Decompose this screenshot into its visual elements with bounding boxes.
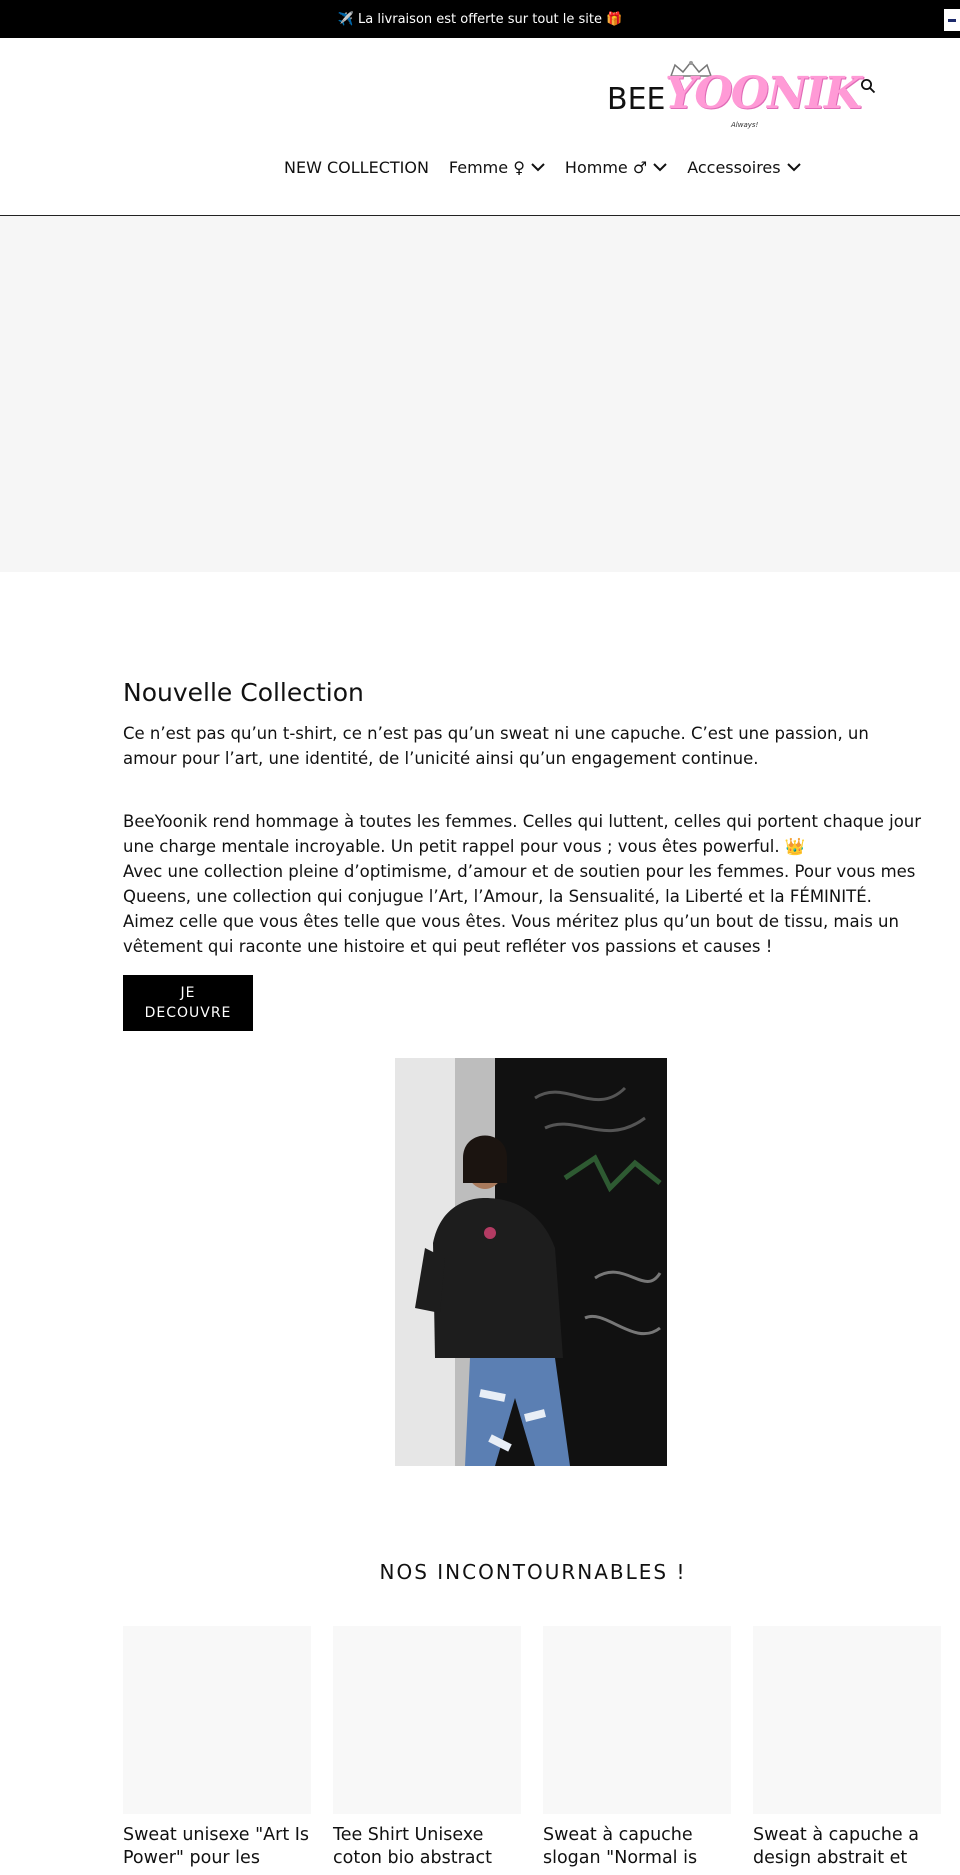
- nav-label: Femme ♀: [448, 157, 525, 177]
- collection-title: Nouvelle Collection: [123, 678, 364, 707]
- product-card[interactable]: [123, 1626, 311, 1870]
- announcement-bar: [0, 0, 960, 38]
- product-image[interactable]: [753, 1626, 941, 1814]
- language-selector[interactable]: [944, 9, 960, 31]
- product-image[interactable]: [333, 1626, 521, 1814]
- nav-femme[interactable]: [449, 158, 545, 177]
- product-title[interactable]: Tee Shirt Unisexe coton bio abstract: [333, 1825, 493, 1868]
- logo-prefix: BEE: [607, 82, 666, 117]
- product-card[interactable]: [753, 1626, 941, 1870]
- announcement-text: ✈️ La livraison est offerte sur tout le site 🎁: [337, 11, 623, 27]
- site-logo[interactable]: [607, 60, 861, 134]
- chevron-down-icon: [653, 162, 667, 172]
- main-nav: [284, 153, 801, 181]
- collection-paragraph: Avec une collection pleine d’optimisme, d’amour et de soutien pour les femmes. Pour vous mes Queens, une collection qui conjugue l’Art, l’Amour, la Sensualité, la Liberté et la FÉMINITÉ.: [123, 862, 916, 906]
- collection-paragraph: BeeYoonik rend hommage à toutes les femmes. Celles qui luttent, celles qui portent chaque jour une charge mentale incroyable. Un petit rappel pour vous ; vous êtes powerful. 👑: [123, 812, 922, 856]
- nav-new-collection[interactable]: [284, 158, 429, 177]
- collection-paragraph: Ce n’est pas qu’un t-shirt, ce n’est pas qu’un sweat ni une capuche. C’est une passion, un amour pour l’art, une identité, de l’unicité ainsi qu’un engagement continue.: [123, 724, 869, 768]
- product-title[interactable]: Sweat à capuche slogan "Normal is: [543, 1825, 698, 1868]
- nav-label: Accessoires: [687, 157, 781, 177]
- product-title[interactable]: Sweat à capuche a design abstrait et: [753, 1825, 919, 1868]
- featured-heading: NOS INCONTOURNABLES !: [379, 1560, 687, 1584]
- chevron-down-icon: [787, 162, 801, 172]
- discover-button[interactable]: JE DECOUVRE: [123, 975, 253, 1031]
- product-card[interactable]: [543, 1626, 731, 1870]
- hero-banner: [0, 216, 960, 572]
- nav-accessoires[interactable]: [687, 158, 800, 177]
- collection-paragraph: Aimez celle que vous êtes telle que vous êtes. Vous méritez plus qu’un bout de tissu, mais un vêtement qui raconte une histoire et qui peut refléter vos passions et causes !: [123, 912, 899, 956]
- logo-tagline: Always!: [731, 121, 759, 129]
- product-title[interactable]: Sweat unisexe "Art Is Power" pour les: [123, 1825, 310, 1868]
- nav-label: NEW COLLECTION: [284, 157, 429, 177]
- logo-main: YOONIK: [665, 68, 861, 119]
- search-button[interactable]: [860, 78, 882, 100]
- collection-photo: [395, 1058, 667, 1466]
- product-image[interactable]: [123, 1626, 311, 1814]
- nav-label: Homme ♂: [564, 157, 648, 177]
- product-card[interactable]: [333, 1626, 521, 1870]
- product-image[interactable]: [543, 1626, 731, 1814]
- nav-homme[interactable]: [565, 158, 667, 177]
- search-icon: [860, 78, 876, 94]
- chevron-down-icon: [531, 162, 545, 172]
